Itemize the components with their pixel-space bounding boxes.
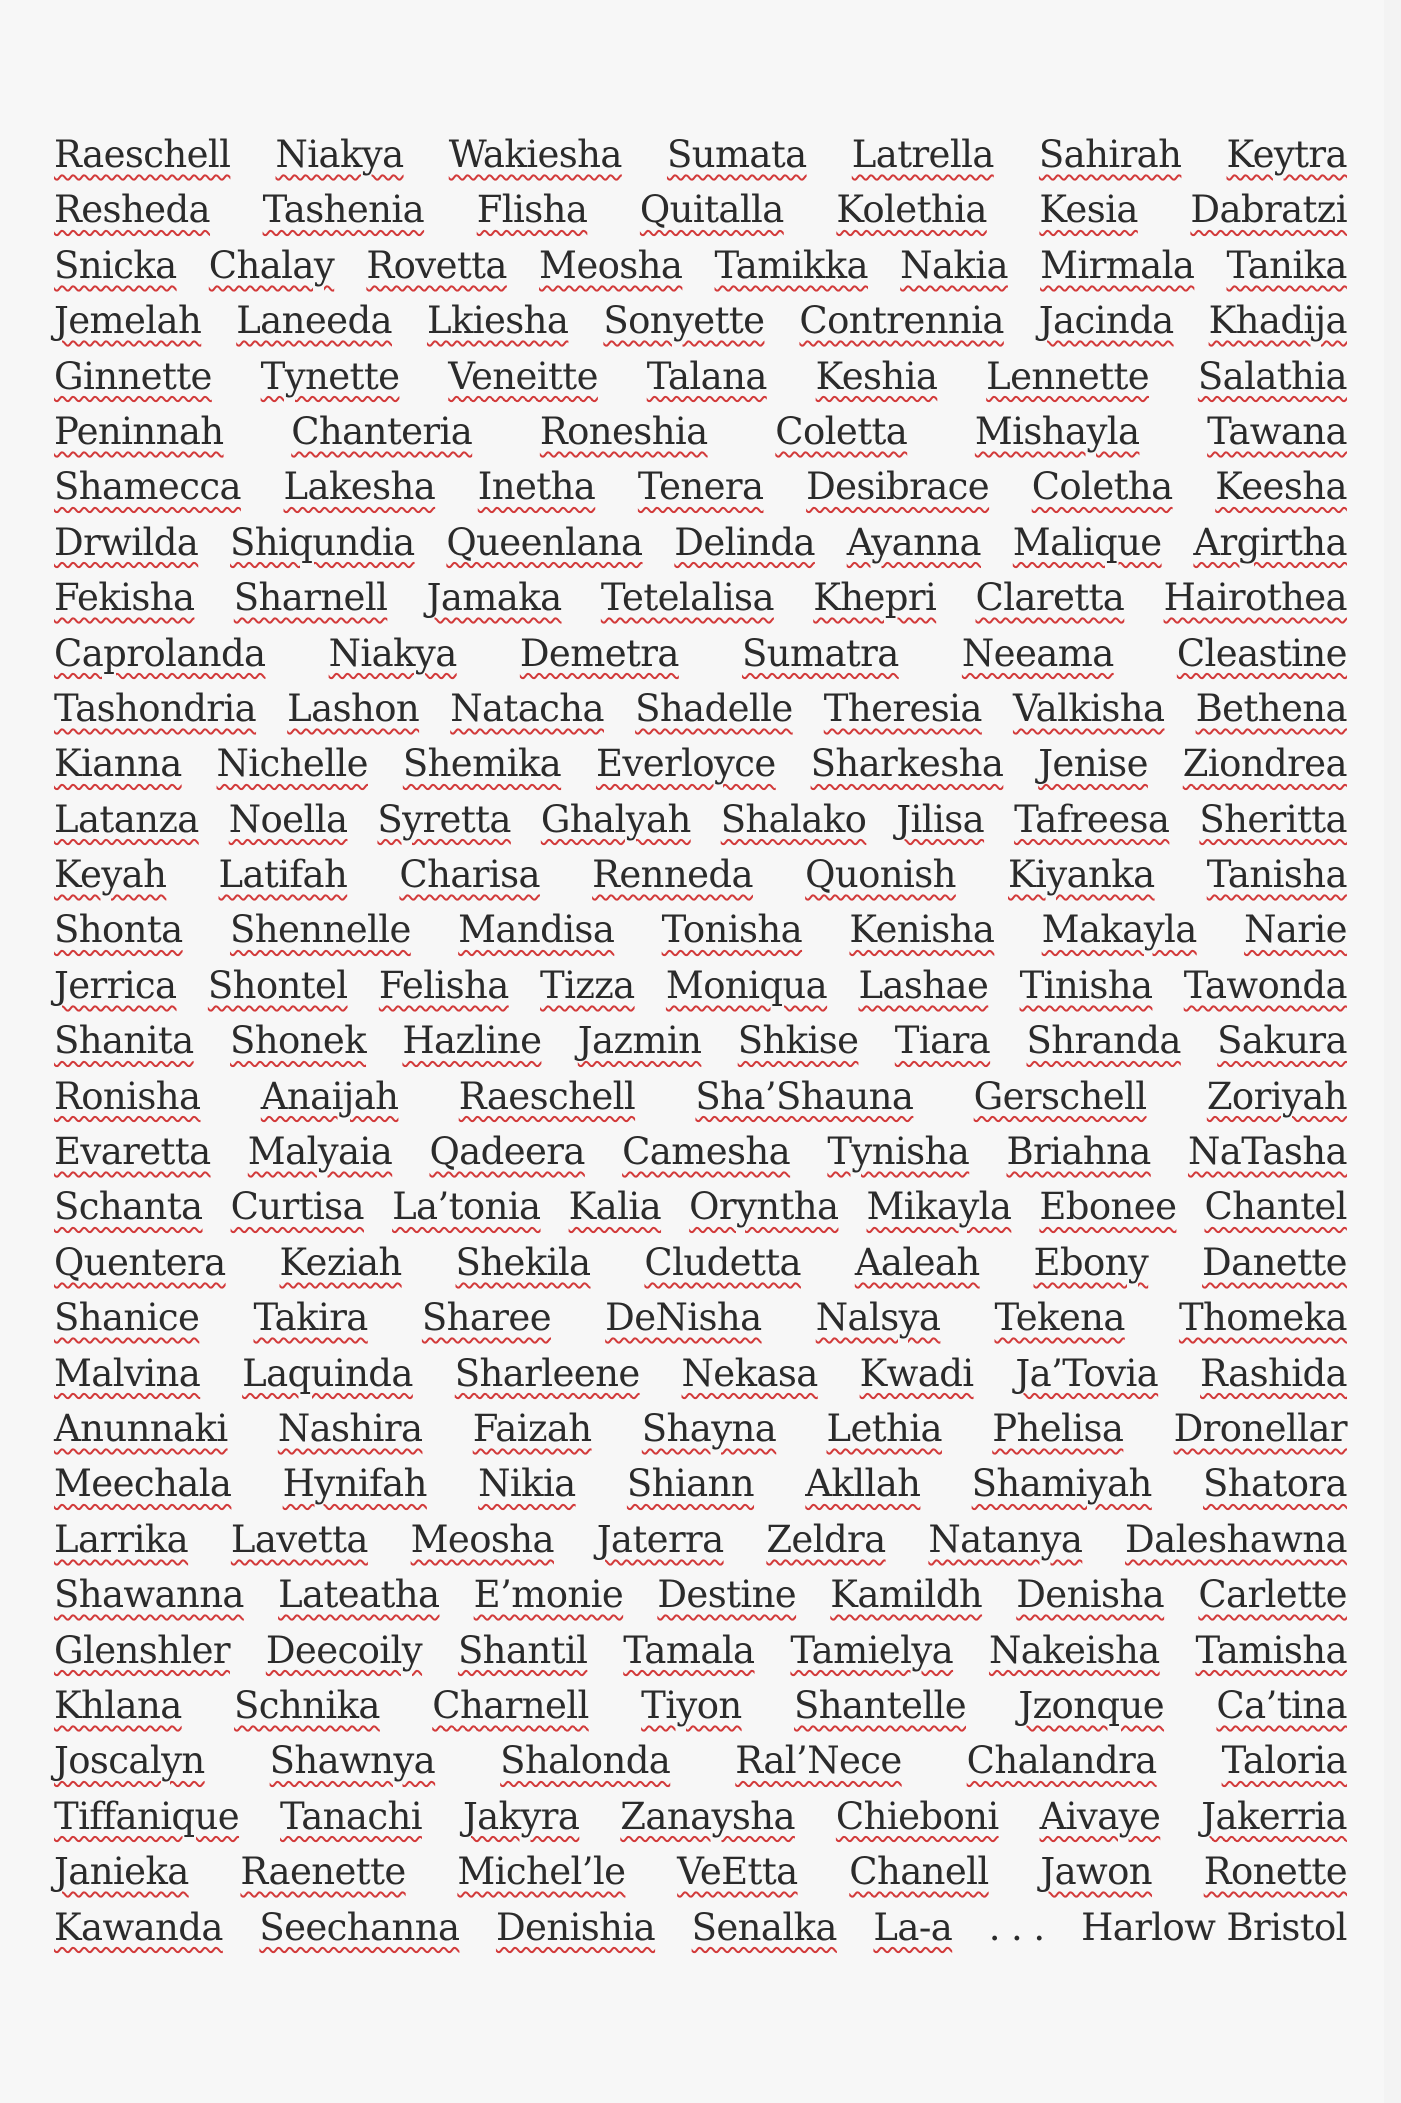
name-word: Laquinda — [242, 1351, 413, 1395]
name-word: Zoriyah — [1206, 1074, 1347, 1118]
name-word: Chalandra — [966, 1739, 1157, 1783]
poem-line — [54, 742, 1347, 797]
name-word: Tashondria — [54, 686, 257, 730]
name-word: Mikayla — [866, 1185, 1012, 1229]
poem-line — [54, 1296, 1347, 1351]
name-word: Tekena — [994, 1296, 1125, 1340]
name-word: Tynisha — [827, 1130, 970, 1174]
name-word: Tynette — [260, 354, 400, 398]
name-word: DeNisha — [605, 1296, 762, 1340]
name-word: Jamaka — [426, 576, 562, 620]
poem-line — [54, 1407, 1347, 1462]
name-word: Michel’le — [457, 1850, 626, 1894]
name-word: Schnika — [234, 1683, 380, 1727]
name-word: Chalay — [208, 243, 335, 287]
name-word: Latanza — [54, 797, 199, 841]
name-word: Larrika — [54, 1517, 189, 1561]
name-word: Ca’tina — [1216, 1683, 1347, 1727]
name-word: Shalako — [720, 797, 867, 841]
name-word: Narie — [1244, 908, 1347, 952]
poem-line — [54, 1462, 1347, 1517]
name-word: Flisha — [476, 188, 588, 232]
name-word: Camesha — [622, 1130, 791, 1174]
name-word: Sharnell — [233, 576, 388, 620]
name-word: Shiann — [626, 1462, 755, 1506]
name-word: Latifah — [218, 853, 348, 897]
poem-line — [54, 1850, 1347, 1905]
name-word: Senalka — [691, 1905, 837, 1949]
name-word: Shranda — [1026, 1019, 1181, 1063]
poem-line — [54, 521, 1347, 576]
name-word: Shiqundia — [230, 520, 415, 564]
name-word: Kalia — [568, 1185, 662, 1229]
name-word: Nikia — [478, 1462, 576, 1506]
name-word: Sonyette — [603, 299, 765, 343]
name-word: Takira — [253, 1296, 368, 1340]
name-word: Wakiesha — [448, 133, 622, 176]
name-word: Natacha — [450, 686, 604, 730]
poem-line — [54, 576, 1347, 631]
name-word: Laneeda — [236, 299, 392, 343]
name-word: Kianna — [54, 742, 182, 786]
name-word: Inetha — [477, 465, 596, 509]
name-word: Chanell — [849, 1850, 989, 1894]
name-word: Tinisha — [1019, 963, 1153, 1007]
name-word: Ebonee — [1039, 1185, 1177, 1229]
name-word: Contrennia — [799, 299, 1004, 343]
name-word: Akllah — [805, 1462, 921, 1506]
name-word: Schanta — [54, 1185, 203, 1229]
name-word: Resheda — [54, 188, 211, 232]
name-word: Nalsya — [815, 1296, 941, 1340]
name-word: Peninnah — [54, 409, 224, 453]
poem-line — [54, 908, 1347, 963]
name-word: Jerrica — [54, 963, 177, 1007]
name-word: Shanice — [54, 1296, 200, 1340]
name-word: Briahna — [1006, 1130, 1151, 1174]
name-word: Niakya — [275, 133, 404, 176]
name-word: Glenshler — [54, 1628, 230, 1672]
name-word: Meosha — [410, 1517, 554, 1561]
name-word: Janieka — [54, 1850, 189, 1894]
name-word: Kwadi — [859, 1351, 974, 1395]
name-word: Tizza — [540, 963, 635, 1007]
name-word: Jemelah — [54, 299, 202, 343]
name-word: Hairothea — [1163, 576, 1347, 620]
name-word: Shayna — [641, 1406, 777, 1450]
name-word: Natanya — [928, 1517, 1083, 1561]
name-word: Lateatha — [278, 1573, 440, 1617]
name-word: Tamielya — [790, 1628, 954, 1672]
name-word: Malvina — [54, 1351, 201, 1395]
name-word: Nashira — [277, 1406, 423, 1450]
name-word: Sumata — [666, 133, 807, 176]
name-word: Ghalyah — [540, 797, 691, 841]
name-word: Shamiyah — [971, 1462, 1152, 1506]
name-word: Valkisha — [1012, 686, 1165, 730]
name-word: Cludetta — [644, 1240, 801, 1284]
name-word: Noella — [228, 797, 348, 841]
poem-line — [54, 1739, 1347, 1794]
name-word: Qadeera — [429, 1130, 585, 1174]
name-word: Tetelalisa — [600, 576, 774, 620]
name-word: Bethena — [1195, 686, 1347, 730]
name-word: Deecoily — [265, 1628, 423, 1672]
name-word: Desibrace — [806, 465, 990, 509]
poem-line — [54, 1684, 1347, 1739]
name-word: Tamikka — [714, 243, 869, 287]
name-word: Lakesha — [283, 465, 436, 509]
poem-line — [54, 798, 1347, 853]
name-word: Shantelle — [794, 1683, 967, 1727]
name-word: Aivaye — [1039, 1794, 1161, 1838]
name-word: Sharleene — [454, 1351, 640, 1395]
name-word: Tiara — [894, 1019, 991, 1063]
poem-line — [54, 632, 1347, 687]
name-word: Felisha — [378, 963, 509, 1007]
name-word: Raenette — [240, 1850, 406, 1894]
names-poem — [54, 133, 1347, 1961]
name-word: Jacinda — [1038, 299, 1174, 343]
name-word: Meosha — [539, 243, 683, 287]
name-word: VeEtta — [677, 1850, 798, 1894]
name-word: Carlette — [1198, 1573, 1347, 1617]
name-word: Gerschell — [973, 1074, 1147, 1118]
name-word: NaTasha — [1187, 1130, 1347, 1174]
name-word: Makayla — [1041, 908, 1197, 952]
name-word: Jakerria — [1201, 1794, 1347, 1838]
name-word: Sahirah — [1038, 133, 1182, 176]
name-word: Keziah — [279, 1240, 402, 1284]
name-word: Shkise — [737, 1019, 859, 1063]
name-word: Zeldra — [766, 1517, 886, 1561]
name-word: Shatora — [1203, 1462, 1347, 1506]
name-word: Charnell — [432, 1683, 589, 1727]
poem-line — [54, 687, 1347, 742]
poem-line — [54, 1241, 1347, 1296]
name-word: Keytra — [1226, 133, 1347, 176]
name-word: La-a — [873, 1905, 953, 1949]
name-word: Fekisha — [54, 576, 195, 620]
name-word: Nakeisha — [988, 1628, 1160, 1672]
name-word: Shennelle — [229, 908, 411, 952]
name-word: Khadija — [1208, 299, 1347, 343]
name-word: Meechala — [54, 1462, 232, 1506]
name-word: Shadelle — [635, 686, 793, 730]
name-word: Khlana — [54, 1683, 182, 1727]
name-word: Lkiesha — [426, 299, 569, 343]
name-word: Denishia — [495, 1905, 656, 1949]
name-word: Danette — [1202, 1240, 1347, 1284]
poem-line — [54, 410, 1347, 465]
name-word: Coletha — [1031, 465, 1173, 509]
name-word: Sha’Shauna — [695, 1074, 914, 1118]
poem-line — [54, 188, 1347, 243]
poem-line — [54, 964, 1347, 1019]
name-word: Seechanna — [259, 1905, 460, 1949]
poem-line — [54, 299, 1347, 354]
name-word: Nekasa — [681, 1351, 818, 1395]
name-word: Theresia — [823, 686, 982, 730]
name-word: Dronellar — [1173, 1406, 1347, 1450]
name-word: Cleastine — [1176, 631, 1347, 675]
name-word: Kesia — [1039, 188, 1138, 232]
name-word: Tawana — [1207, 409, 1347, 453]
name-word: Tawonda — [1183, 963, 1347, 1007]
name-word: Kenisha — [849, 908, 995, 952]
name-word: Chieboni — [835, 1794, 999, 1838]
name-word: Kolethia — [836, 188, 987, 232]
name-word: Curtisa — [230, 1185, 364, 1229]
name-word: Ayanna — [846, 520, 981, 564]
name-word: Neeama — [961, 631, 1114, 675]
name-word: Sheritta — [1199, 797, 1347, 841]
name-word: Shekila — [455, 1240, 591, 1284]
name-word: Ral’Nece — [735, 1739, 902, 1783]
name-word: Malique — [1012, 520, 1162, 564]
name-word: Everloyce — [595, 742, 776, 786]
name-word: Renneda — [592, 853, 753, 897]
name-word: Aaleah — [854, 1240, 980, 1284]
name-word: Syretta — [377, 797, 511, 841]
name-word: La’tonia — [392, 1185, 541, 1229]
name-word: Lavetta — [230, 1517, 368, 1561]
name-word: Jenise — [1038, 742, 1148, 786]
name-word: Sharee — [421, 1296, 551, 1340]
name-word: Tonisha — [661, 908, 803, 952]
name-word: Hazline — [402, 1019, 542, 1063]
name-word: Shamecca — [54, 465, 241, 509]
name-word: Faizah — [472, 1406, 592, 1450]
name-word: Kawanda — [54, 1905, 223, 1949]
name-word: Anunnaki — [54, 1406, 228, 1450]
closing-text: . . . — [988, 1905, 1045, 1949]
name-word: Evaretta — [54, 1130, 211, 1174]
name-word: Ronisha — [54, 1074, 201, 1118]
name-word: Oryntha — [689, 1185, 839, 1229]
name-word: Denisha — [1016, 1573, 1165, 1617]
name-word: Anaijah — [260, 1074, 399, 1118]
name-word: Coletta — [775, 409, 908, 453]
name-word: Keyah — [54, 853, 167, 897]
name-word: Tanisha — [1206, 853, 1347, 897]
name-word: Lennette — [986, 354, 1150, 398]
name-word: Shantil — [457, 1628, 588, 1672]
name-word: Shemika — [402, 742, 562, 786]
name-word: Latrella — [851, 133, 994, 176]
name-word: Lethia — [826, 1406, 942, 1450]
poem-line — [54, 465, 1347, 520]
name-word: Nakia — [900, 243, 1008, 287]
name-word: Daleshawna — [1125, 1517, 1347, 1561]
name-word: Sumatra — [741, 631, 899, 675]
name-word: Jilisa — [896, 797, 985, 841]
poem-line — [54, 1352, 1347, 1407]
name-word: Ginnette — [54, 354, 212, 398]
name-word: Phelisa — [992, 1406, 1124, 1450]
name-word: Snicka — [54, 243, 177, 287]
name-word: Jazmin — [577, 1019, 702, 1063]
name-word: Tiffanique — [54, 1794, 240, 1838]
name-word: Jawon — [1040, 1850, 1153, 1894]
name-word: Shonek — [230, 1019, 367, 1063]
name-word: Dabratzi — [1190, 188, 1347, 232]
name-word: Tenera — [637, 465, 764, 509]
poem-line — [54, 1130, 1347, 1185]
name-word: Chanteria — [291, 409, 473, 453]
name-word: Shonta — [54, 908, 183, 952]
name-word: Destine — [657, 1573, 797, 1617]
poem-line — [54, 1019, 1347, 1074]
poem-line — [54, 1629, 1347, 1684]
name-word: Raeschell — [458, 1074, 636, 1118]
name-word: Shalonda — [500, 1739, 671, 1783]
name-word: Shawanna — [54, 1573, 244, 1617]
name-word: Charisa — [399, 853, 540, 897]
name-word: Ebony — [1033, 1240, 1149, 1284]
name-word: Tanachi — [280, 1794, 422, 1838]
name-word: Ronette — [1203, 1850, 1347, 1894]
name-word: Nichelle — [216, 742, 368, 786]
name-word: Quonish — [805, 853, 956, 897]
name-word: Joscalyn — [54, 1739, 205, 1783]
poem-line — [54, 1795, 1347, 1850]
name-word: Caprolanda — [54, 631, 266, 675]
name-word: Lashae — [858, 963, 989, 1007]
name-word: Ziondrea — [1182, 742, 1347, 786]
name-word: Hynifah — [282, 1462, 427, 1506]
name-word: Ja’Tovia — [1015, 1351, 1159, 1395]
name-word: Jzonque — [1018, 1683, 1165, 1727]
name-word: Mishayla — [974, 409, 1140, 453]
poem-line — [54, 853, 1347, 908]
name-word: Veneitte — [448, 354, 598, 398]
name-word: Mirmala — [1040, 243, 1195, 287]
name-word: Roneshia — [539, 409, 708, 453]
poem-line — [54, 1573, 1347, 1628]
name-word: Quitalla — [639, 188, 784, 232]
name-word: Tanika — [1226, 243, 1347, 287]
name-word: Niakya — [328, 631, 457, 675]
name-word: Quentera — [54, 1240, 226, 1284]
name-word: Talana — [646, 354, 767, 398]
name-word: Drwilda — [54, 520, 199, 564]
poem-line — [54, 1075, 1347, 1130]
name-word: Shanita — [54, 1019, 194, 1063]
name-word: Tamala — [623, 1628, 755, 1672]
name-word: Shontel — [207, 963, 348, 1007]
poem-line — [54, 133, 1347, 188]
name-word: Salathia — [1197, 354, 1347, 398]
poem-line — [54, 244, 1347, 299]
name-word: Tashenia — [262, 188, 425, 232]
name-word: Demetra — [519, 631, 679, 675]
name-word: Malyaia — [247, 1130, 393, 1174]
name-word: Moniqua — [665, 963, 828, 1007]
name-word: Shawnya — [269, 1739, 436, 1783]
name-word: Chantel — [1204, 1185, 1347, 1229]
name-word: Lashon — [287, 686, 420, 730]
name-word: Rovetta — [366, 243, 507, 287]
name-word: Keesha — [1215, 465, 1347, 509]
poem-line — [54, 1185, 1347, 1240]
name-word: Claretta — [975, 576, 1125, 620]
name-word: Queenlana — [446, 520, 643, 564]
name-word: Keshia — [815, 354, 938, 398]
poem-line — [54, 1518, 1347, 1573]
name-word: Tamisha — [1195, 1628, 1347, 1672]
closing-text: Harlow Bristol — [1081, 1905, 1347, 1949]
name-word: Thomeka — [1178, 1296, 1347, 1340]
name-word: Tiyon — [641, 1683, 742, 1727]
name-word: Jakyra — [462, 1794, 580, 1838]
poem-line — [54, 1906, 1347, 1961]
name-word: Taloria — [1221, 1739, 1347, 1783]
name-word: Raeschell — [54, 133, 231, 176]
name-word: Mandisa — [458, 908, 615, 952]
name-word: Zanaysha — [620, 1794, 795, 1838]
poem-line — [54, 355, 1347, 410]
name-word: Tafreesa — [1014, 797, 1170, 841]
name-word: Delinda — [674, 520, 815, 564]
name-word: Sharkesha — [810, 742, 1004, 786]
name-word: Rashida — [1200, 1351, 1347, 1395]
name-word: Kamildh — [830, 1573, 983, 1617]
name-word: Khepri — [813, 576, 937, 620]
name-word: Sakura — [1217, 1019, 1347, 1063]
name-word: Kiyanka — [1008, 853, 1155, 897]
name-word: Argirtha — [1193, 520, 1347, 564]
name-word: E’monie — [473, 1573, 624, 1617]
name-word: Jaterra — [596, 1517, 724, 1561]
